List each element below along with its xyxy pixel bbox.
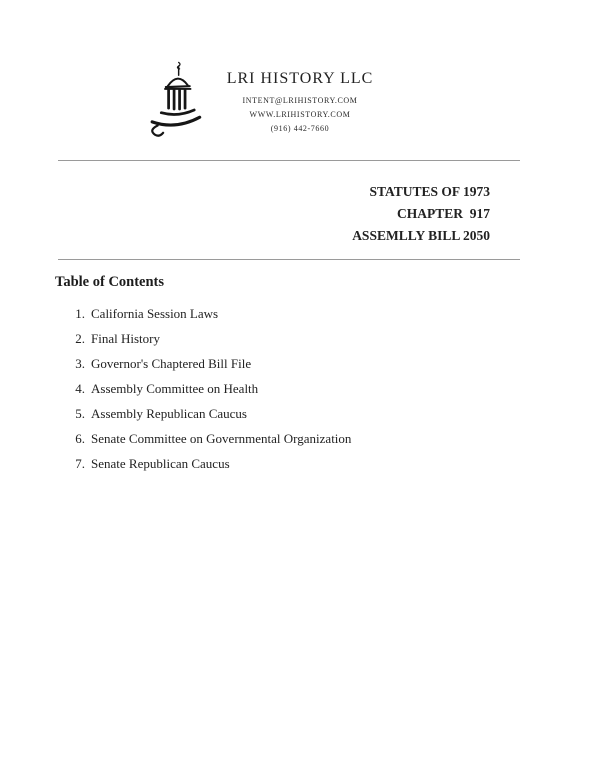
toc-item	[68, 456, 538, 481]
toc-item-number: 6.	[75, 431, 85, 446]
toc-item	[68, 356, 538, 381]
toc-item-number: 5.	[75, 406, 85, 421]
toc-item	[68, 306, 538, 331]
toc-item	[68, 381, 538, 406]
statute-line-bill: ASSEMLLY BILL 2050	[352, 228, 490, 243]
statute-reference	[290, 181, 490, 247]
toc-item-text: Governor's Chaptered Bill File	[91, 356, 252, 371]
letterhead	[200, 70, 400, 136]
toc-item-text: Senate Committee on Governmental Organization	[91, 431, 352, 446]
company-email: INTENT@LRIHISTORY.COM	[242, 96, 358, 105]
toc-item-text: Assembly Republican Caucus	[91, 406, 247, 421]
company-website: WWW.LRIHISTORY.COM	[249, 110, 351, 119]
toc-item-number: 7.	[75, 456, 85, 471]
toc-item-number: 4.	[75, 381, 85, 396]
statute-line-chapter: CHAPTER 917	[396, 206, 490, 221]
toc-item-number: 1.	[75, 306, 85, 321]
toc-item-text: Final History	[91, 331, 160, 346]
toc-item	[68, 331, 538, 356]
toc-item-text: Assembly Committee on Health	[91, 381, 259, 396]
horizontal-rule-bottom	[58, 259, 520, 260]
toc-item-number: 3.	[75, 356, 85, 371]
capitol-logo-icon	[143, 58, 207, 140]
toc-item	[68, 406, 538, 431]
toc-item-text: California Session Laws	[91, 306, 219, 321]
toc-item	[68, 431, 538, 456]
toc-item-number: 2.	[75, 331, 85, 346]
company-name: LRI HISTORY LLC	[226, 70, 374, 87]
company-phone: (916) 442-7660	[270, 124, 330, 133]
toc-item-text: Senate Republican Caucus	[91, 456, 230, 471]
toc-list	[68, 306, 538, 481]
horizontal-rule-top	[58, 160, 520, 161]
toc-title: Table of Contents	[55, 274, 165, 290]
statute-line-statutes: STATUTES OF 1973	[369, 184, 490, 199]
